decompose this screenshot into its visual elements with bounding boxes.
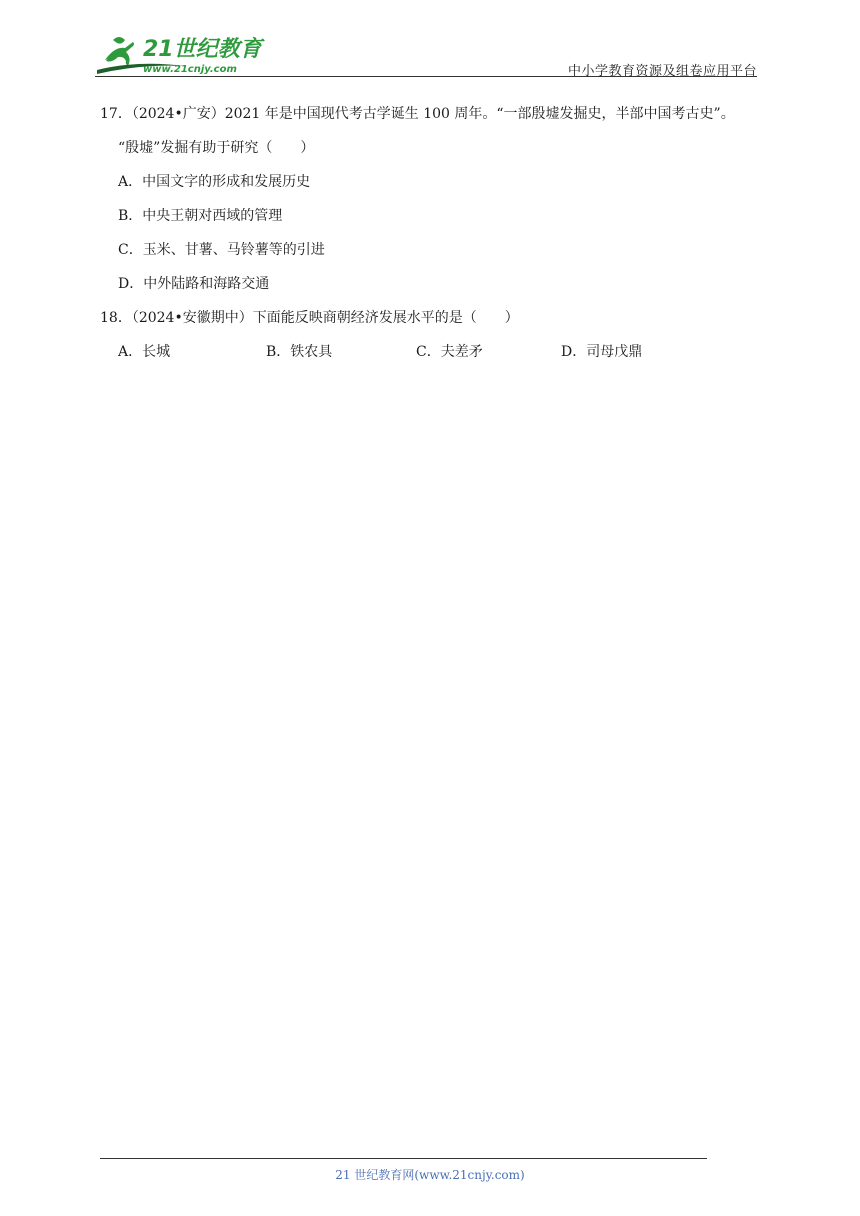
question-17 <box>100 104 770 308</box>
page-header <box>95 30 757 78</box>
21cnjy-logo <box>95 30 265 78</box>
footer-rule <box>100 1158 707 1159</box>
option-a[interactable]: A．中国文字的形成和发展历史 <box>118 174 311 190</box>
option-c[interactable]: C．夫差矛 <box>416 344 483 360</box>
header-rule <box>95 76 757 77</box>
footer-text[interactable]: 21 世纪教育网(www.21cnjy.com) <box>335 1168 525 1182</box>
option-b[interactable]: B．中央王朝对西域的管理 <box>118 208 283 224</box>
option-c[interactable]: C．玉米、甘薯、马铃薯等的引进 <box>118 242 325 258</box>
option-d[interactable]: D．中外陆路和海路交通 <box>118 276 270 292</box>
option-b[interactable]: B．铁农具 <box>266 344 333 360</box>
question-stem: 18．（2024•安徽期中）下面能反映商朝经济发展水平的是（ ） <box>100 310 519 326</box>
question-list <box>100 104 770 376</box>
question-stem: 17．（2024•广安）2021 年是中国现代考古学诞生 100 周年。“一部殷墟发掘史，半部中国考古史”。 <box>100 106 735 122</box>
platform-name: 中小学教育资源及组卷应用平台 <box>567 64 757 79</box>
logo-wordmark: 21世纪教育 <box>143 37 262 62</box>
question-stem-continued: “殷墟”发掘有助于研究（ ） <box>118 140 315 156</box>
runner-figure-icon <box>105 37 134 66</box>
question-18 <box>100 308 770 376</box>
option-d[interactable]: D．司母戊鼎 <box>561 344 643 360</box>
logo-url: www.21cnjy.com <box>143 64 237 75</box>
option-a[interactable]: A．长城 <box>118 344 171 360</box>
options-row <box>100 342 770 376</box>
